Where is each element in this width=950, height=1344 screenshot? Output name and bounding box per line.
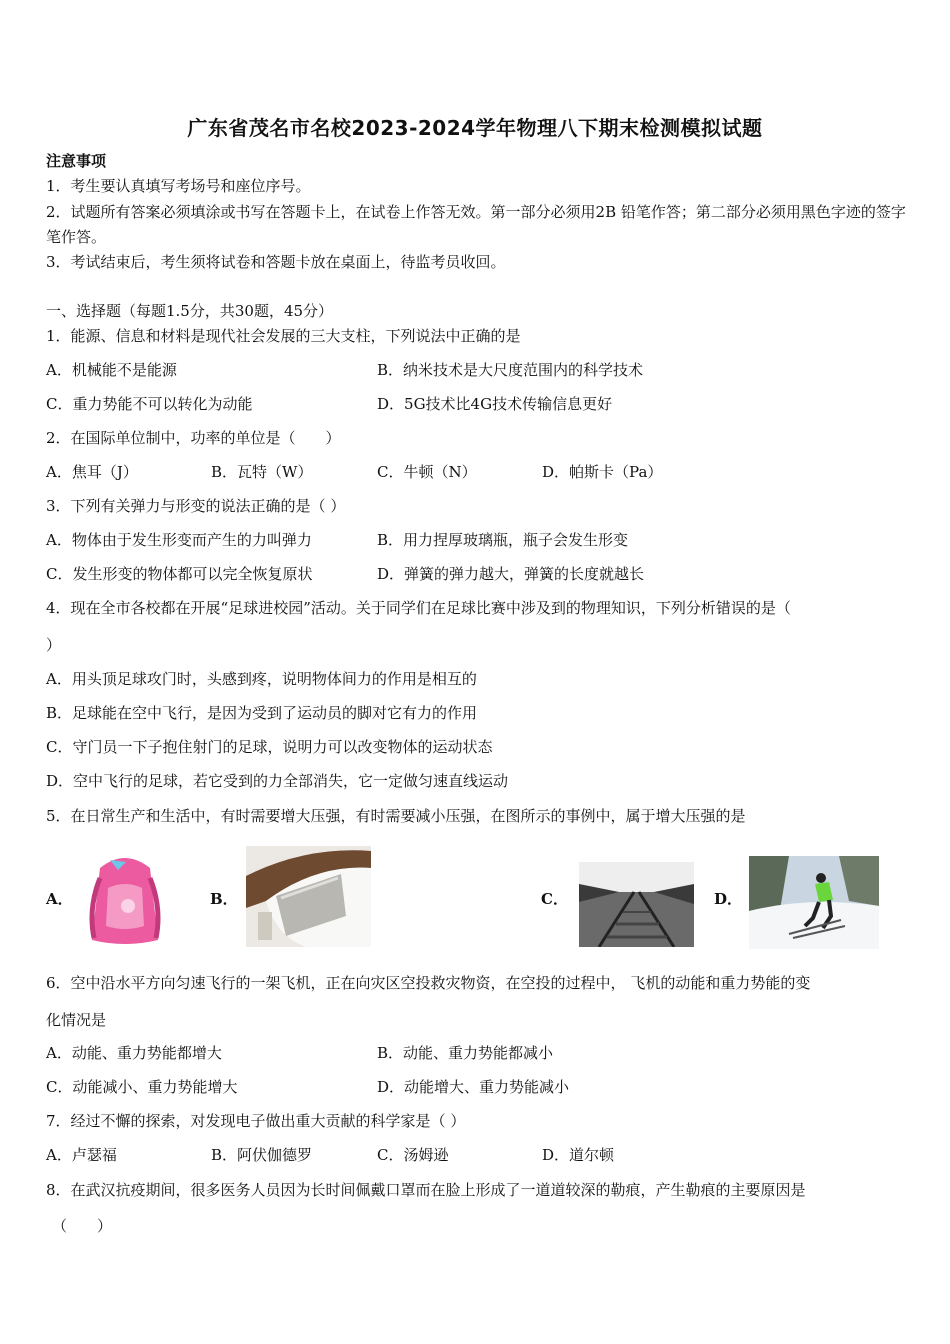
q5-label-a: A． <box>46 890 73 908</box>
question-4-stem: 4．现在全市各校都在开展“足球进校园”活动。关于同学们在足球比赛中涉及到的物理知识，下列分析错误的是（ <box>46 599 791 617</box>
q6-option-a: A．动能、重力势能都增大 <box>46 1044 222 1062</box>
q2-option-a: A．焦耳（J） <box>46 463 138 481</box>
q4-option-a: A．用头顶足球攻门时，头感到疼，说明物体间力的作用是相互的 <box>46 670 477 688</box>
q5-image-railway <box>579 862 694 947</box>
notice-heading: 注意事项 <box>46 152 107 170</box>
q1-option-b: B．纳米技术是大尺度范围内的科学技术 <box>377 361 644 379</box>
q1-option-a: A．机械能不是能源 <box>46 361 177 379</box>
q4-option-b: B．足球能在空中飞行，是因为受到了运动员的脚对它有力的作用 <box>46 704 478 722</box>
question-8-stem-cont: （ ） <box>52 1217 113 1235</box>
q2-option-b: B．瓦特（W） <box>211 463 313 481</box>
question-7-stem: 7．经过不懈的探索，对发现电子做出重大贡献的科学家是（ ） <box>46 1112 466 1130</box>
q1-option-d: D．5G技术比4G技术传输信息更好 <box>377 395 613 413</box>
question-6-stem: 6．空中沿水平方向匀速飞行的一架飞机，正在向灾区空投救灾物资，在空投的过程中， 飞机的动能和重力势能的变 <box>46 974 811 992</box>
q3-option-a: A．物体由于发生形变而产生的力叫弹力 <box>46 531 312 549</box>
question-3-stem: 3．下列有关弹力与形变的说法正确的是（ ） <box>46 497 346 515</box>
q5-label-c: C． <box>541 890 568 908</box>
q7-option-b: B．阿伏伽德罗 <box>211 1146 313 1164</box>
q1-option-c: C．重力势能不可以转化为动能 <box>46 395 253 413</box>
q5-image-knife <box>246 846 371 947</box>
question-1-stem: 1．能源、信息和材料是现代社会发展的三大支柱，下列说法中正确的是 <box>46 327 521 345</box>
question-5-stem: 5．在日常生产和生活中，有时需要增大压强，有时需要减小压强，在图所示的事例中，属于增大压强的是 <box>46 807 746 825</box>
q6-option-c: C．动能减小、重力势能增大 <box>46 1078 238 1096</box>
q7-option-a: A．卢瑟福 <box>46 1146 117 1164</box>
notice-item-3: 3．考试结束后，考生须将试卷和答题卡放在桌面上，待监考员收回。 <box>46 253 506 271</box>
question-6-stem-cont: 化情况是 <box>46 1011 107 1029</box>
question-4-stem-cont: ） <box>46 636 62 654</box>
q2-option-c: C．牛顿（N） <box>377 463 477 481</box>
notice-item-2: 2．试题所有答案必须填涂或书写在答题卡上，在试卷上作答无效。第一部分必须用2B 铅笔作答；第二部分必须用黑色字迹的签字笔作答。 <box>46 203 906 246</box>
q5-image-skier <box>749 856 879 949</box>
q7-option-d: D．道尔顿 <box>542 1146 615 1164</box>
question-8-stem: 8．在武汉抗疫期间，很多医务人员因为长时间佩戴口罩而在脸上形成了一道道较深的勒痕，产生勒痕的主要原因是 <box>46 1181 806 1199</box>
section-heading: 一、选择题（每题1.5分，共30题，45分） <box>46 302 334 320</box>
q2-option-d: D．帕斯卡（Pa） <box>542 463 663 481</box>
q7-option-c: C．汤姆逊 <box>377 1146 449 1164</box>
q6-option-d: D．动能增大、重力势能减小 <box>377 1078 570 1096</box>
q5-image-backpack <box>80 848 170 948</box>
notice-item-1: 1．考生要认真填写考场号和座位序号。 <box>46 177 311 195</box>
q4-option-d: D．空中飞行的足球，若它受到的力全部消失，它一定做匀速直线运动 <box>46 772 509 790</box>
q5-label-d: D． <box>714 890 743 908</box>
q6-option-b: B．动能、重力势能都减小 <box>377 1044 554 1062</box>
q5-label-b: B． <box>210 890 238 908</box>
question-2-stem: 2．在国际单位制中，功率的单位是（ ） <box>46 429 341 447</box>
q3-option-b: B．用力捏厚玻璃瓶，瓶子会发生形变 <box>377 531 629 549</box>
q3-option-c: C．发生形变的物体都可以完全恢复原状 <box>46 565 313 583</box>
page-title: 广东省茂名市名校2023-2024学年物理八下期末检测模拟试题 <box>187 116 763 140</box>
q4-option-c: C．守门员一下子抱住射门的足球，说明力可以改变物体的运动状态 <box>46 738 493 756</box>
q3-option-d: D．弹簧的弹力越大，弹簧的长度就越长 <box>377 565 645 583</box>
